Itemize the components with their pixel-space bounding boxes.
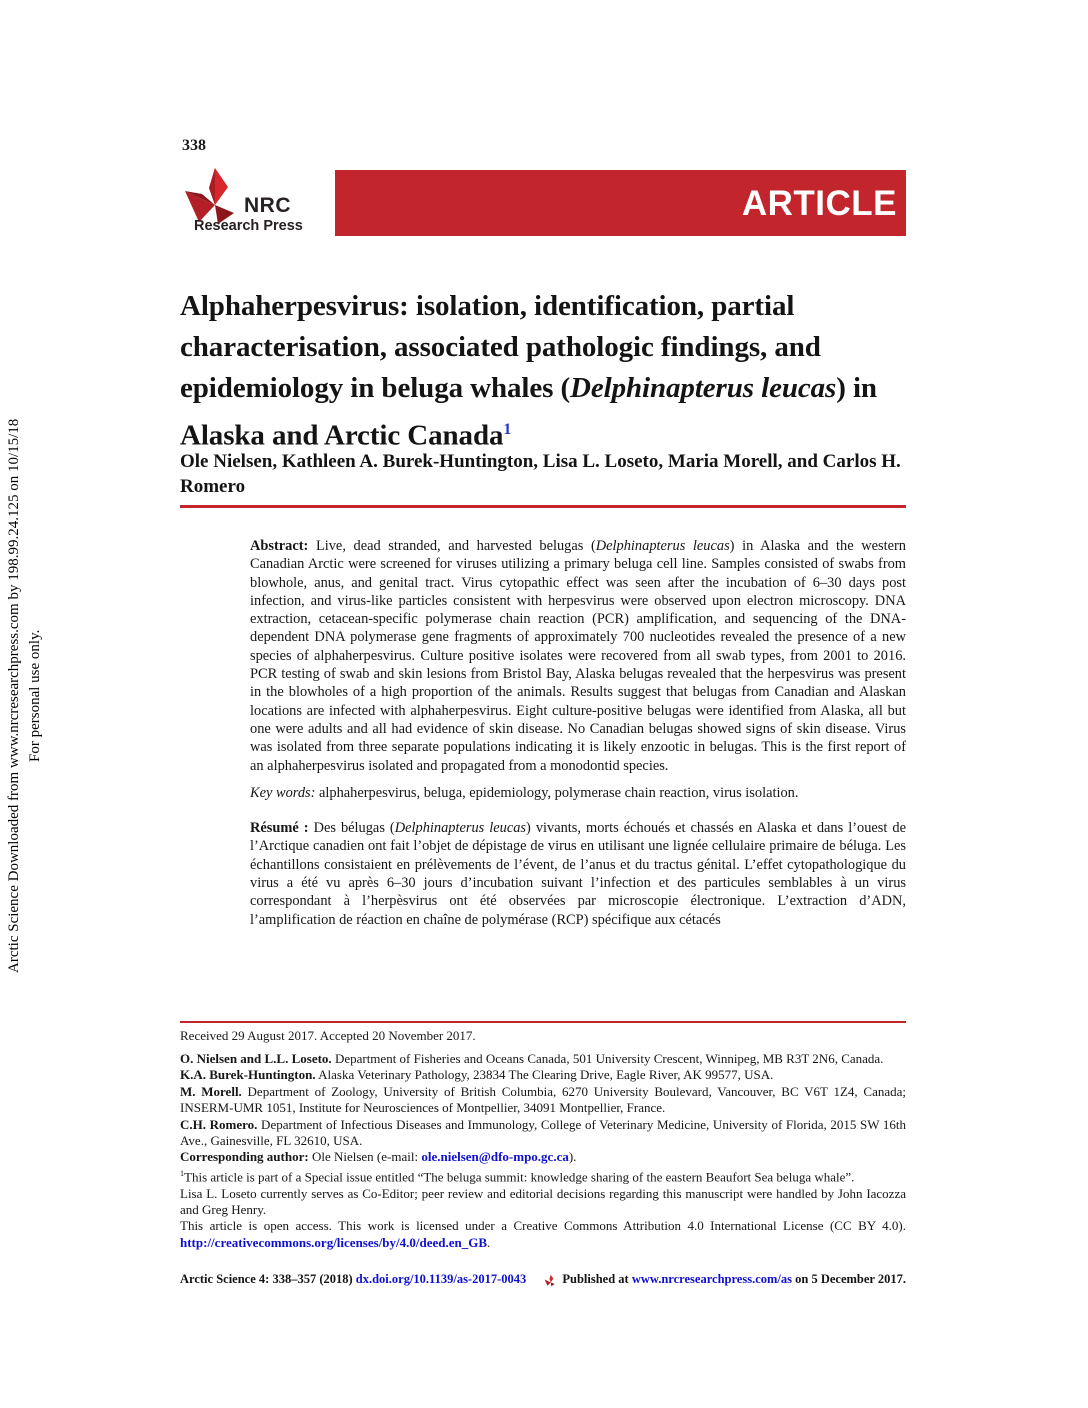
- resume-paragraph: Résumé : Des bélugas (Delphinapterus leucas) vivants, morts échoués et chassés en Alaska et dans l’ouest de l’Arctique canadien ont fait l’objet de dépistage de virus en utilisant une lignée cellulaire primaire de béluga. Les échantillons consistaient en prélèvements de l’évent, de l’anus et du tractus génital. L’effet cytopathologique du virus a été vu après 6–30 jours d’incubation suivant l’infection et des particules semblables à un virus correspondant à l’herpèsvirus ont été observées par microscopie électronique. L’extraction d’ADN, l’amplification de réaction en chaîne de polymérase (RCP) spécifique aux cétacés: [250, 820, 906, 928]
- keywords-text: alphaherpesvirus, beluga, epidemiology, polymerase chain reaction, virus isolation.: [315, 784, 799, 801]
- resume-body-text: ) vivants, morts échoués et chassés en Alaska et dans l’ouest de l’Arctique canadien ont fait l’objet de dépistage de virus en utilisant une lignée cellulaire primaire de béluga. Les échantillons consistaient en prélèvements de l’évent, de l’anus et du tractus génital. L’effet cytopathologique du virus a été vu après 6–30 jours d’incubation suivant l’infection et des particules semblables à un virus correspondant à l’herpèsvirus ont été observées par microscopie électronique. L’extraction d’ADN, l’amplification de réaction en chaîne de polymérase (RCP) spécifique aux cétacés: [250, 820, 906, 928]
- received-accepted-line: Received 29 August 2017. Accepted 20 November 2017.: [180, 1028, 476, 1043]
- title-footnote-mark[interactable]: 1: [503, 421, 512, 438]
- nrc-research-press-logo: [180, 166, 330, 242]
- affiliation-entry: M. Morell. Department of Zoology, University of British Columbia, 6270 University Boulevard, Vancouver, BC V6T 1Z4, Canada; INSERM-UMR 1051, Institute for Neurosciences of Montpellier, 34091 Montpellier, France.: [180, 1083, 906, 1116]
- footer-citation: [180, 1272, 526, 1287]
- affiliation-entry: O. Nielsen and L.L. Loseto. Department of Fisheries and Oceans Canada, 501 University Crescent, Winnipeg, MB R3T 2N6, Canada.: [180, 1051, 884, 1066]
- abstract-body-text: ) in Alaska and the western Canadian Arctic were screened for viruses utilizing a primary beluga cell line. Samples consisted of swabs from blowhole, anus, and genital tract. Virus cytopathic effect was seen after the incubation of 6–30 days post infection, and virus-like particles consistent with herpesvirus were observed upon electron microscopy. DNA extraction, cetacean-specific polymerase chain reaction (PCR) amplification, and sequencing of the DNA-dependent DNA polymerase gene fragments of approximately 700 nucleotides revealed the presence of a new species of alphaherpesvirus. Culture positive isolates were recovered from all swab types, from 2001 to 2016. PCR testing of swab and skin lesions from Bristol Bay, Alaska belugas revealed that the herpesvirus was present in the blowholes of a high proportion of the animals. Results suggest that belugas from Canadian and Alaskan locations are infected with alphaherpesvirus. Eight culture-positive belugas were identified from Alaska, all but one were adults and all had evidence of skin disease. No Canadian belugas showed signs of skin disease. Virus was isolated from three separate populations indicating it is likely enzootic in belugas. This is the first report of an alphaherpesvirus isolated and propagated from a monodontid species.: [250, 538, 906, 774]
- affiliation-entry: K.A. Burek-Huntington. Alaska Veterinary Pathology, 23834 The Clearing Drive, Eagle River, AK 99577, USA.: [180, 1067, 774, 1083]
- publisher-leaf-icon: [544, 1273, 557, 1288]
- article-title: [180, 286, 910, 457]
- footnotes-block: [180, 1051, 906, 1251]
- corresponding-author-line: Corresponding author: Ole Nielsen (e-mail: ole.nielsen@dfo-mpo.gc.ca).: [180, 1149, 577, 1165]
- article-banner: [335, 170, 906, 236]
- page-footer: [180, 1272, 906, 1288]
- open-access-license-line: This article is open access. This work is licensed under a Creative Commons Attribution 4.0 International License (CC BY 4.0). http://creativecommons.org/licenses/by/4.0/deed.en_GB.: [180, 1218, 906, 1250]
- affiliation-entry: C.H. Romero. Department of Infectious Diseases and Immunology, College of Veterinary Medicine, University of Florida, 2015 SW 16th Ave., Gainesville, FL 32610, USA.: [180, 1116, 907, 1149]
- nrc-flag-icon: [182, 166, 246, 226]
- abstract-paragraph: Abstract: Live, dead stranded, and harvested belugas (Delphinapterus leucas) in Alaska and the western Canadian Arctic were screened for viruses utilizing a primary beluga cell line. Samples consisted of swabs from blowhole, anus, and genital tract. Virus cytopathic effect was seen after the incubation of 6–30 days post infection, and virus-like particles consistent with herpesvirus were observed upon electron microscopy. DNA extraction, cetacean-specific polymerase chain reaction (PCR) amplification, and sequencing of the DNA-dependent DNA polymerase gene fragments of approximately 700 nucleotides revealed the presence of a new species of alphaherpesvirus. Culture positive isolates were recovered from all swab types, from 2001 to 2016. PCR testing of swab and skin lesions from Bristol Bay, Alaska belugas revealed that the herpesvirus was present in the blowholes of a high proportion of the animals. Results suggest that belugas from Canadian and Alaskan locations are infected with alphaherpesvirus. Eight culture-positive belugas were identified from Alaska, all but one were adults and all had evidence of skin disease. No Canadian belugas showed signs of skin disease. Virus was isolated from three separate populations indicating it is likely enzootic in belugas. This is the first report of an alphaherpesvirus isolated and propagated from a monodontid species.: [250, 538, 906, 774]
- logo-nrc-text: NRC: [244, 194, 291, 217]
- download-watermark: [4, 290, 50, 1102]
- abstract-section: [250, 537, 906, 1015]
- resume-species-italic: Delphinapterus leucas: [394, 820, 527, 837]
- abstract-species-italic: Delphinapterus leucas: [595, 538, 730, 554]
- keywords-paragraph: [250, 784, 906, 802]
- doi-link[interactable]: dx.doi.org/10.1139/as-2017-0043: [355, 1272, 527, 1286]
- resume-label: Résumé :: [250, 820, 309, 837]
- logo-research-press-text: Research Press: [194, 218, 303, 234]
- watermark-line-2: For personal use only.: [27, 629, 43, 763]
- footnote-divider-rule: [180, 1021, 906, 1023]
- abstract-label: Abstract:: [250, 538, 309, 554]
- title-text: Alphaherpesvirus: isolation, identification, partial characterisation, associated pathologic findings, and epidemiology in beluga whales (: [180, 290, 821, 404]
- title-text-end: ) in Alaska and Arctic Canada: [180, 372, 877, 452]
- publisher-site-link[interactable]: www.nrcresearchpress.com/as: [631, 1272, 793, 1286]
- corresponding-email-link[interactable]: ole.nielsen@dfo-mpo.gc.ca: [421, 1149, 569, 1165]
- article-banner-label: ARTICLE: [741, 183, 897, 223]
- authors-divider-rule: [180, 505, 906, 508]
- author-list: Ole Nielsen, Kathleen A. Burek-Huntington, Lisa L. Loseto, Maria Morell, and Carlos H. Romero: [180, 451, 901, 497]
- footer-published: [544, 1272, 906, 1288]
- page-number: 338: [182, 137, 206, 154]
- special-issue-footnote: $^1$This article is part of a Special issue entitled “The beluga summit: knowledge sharing of the eastern Beaufort Sea beluga whale”.: [180, 1168, 855, 1185]
- creative-commons-link[interactable]: http://creativecommons.org/licenses/by/4.0/deed.en_GB: [180, 1234, 488, 1250]
- editor-note: Lisa L. Loseto currently serves as Co-Editor; peer review and editorial decisions regarding this manuscript were handled by John Iacozza and Greg Henry.: [180, 1185, 906, 1217]
- footnote-mark: 1: [180, 1168, 185, 1178]
- published-at-text: Published at www.nrcresearchpress.com/as on 5 December 2017.: [562, 1272, 906, 1286]
- keywords-label: Key words:: [250, 784, 316, 801]
- journal-citation-text: Arctic Science 4: 338–357 (2018): [180, 1272, 356, 1286]
- watermark-line-1: Arctic Science Downloaded from www.nrcresearchpress.com by 198.99.24.125 on 10/15/18: [6, 418, 22, 974]
- title-species-italic: Delphinapterus leucas: [570, 372, 837, 404]
